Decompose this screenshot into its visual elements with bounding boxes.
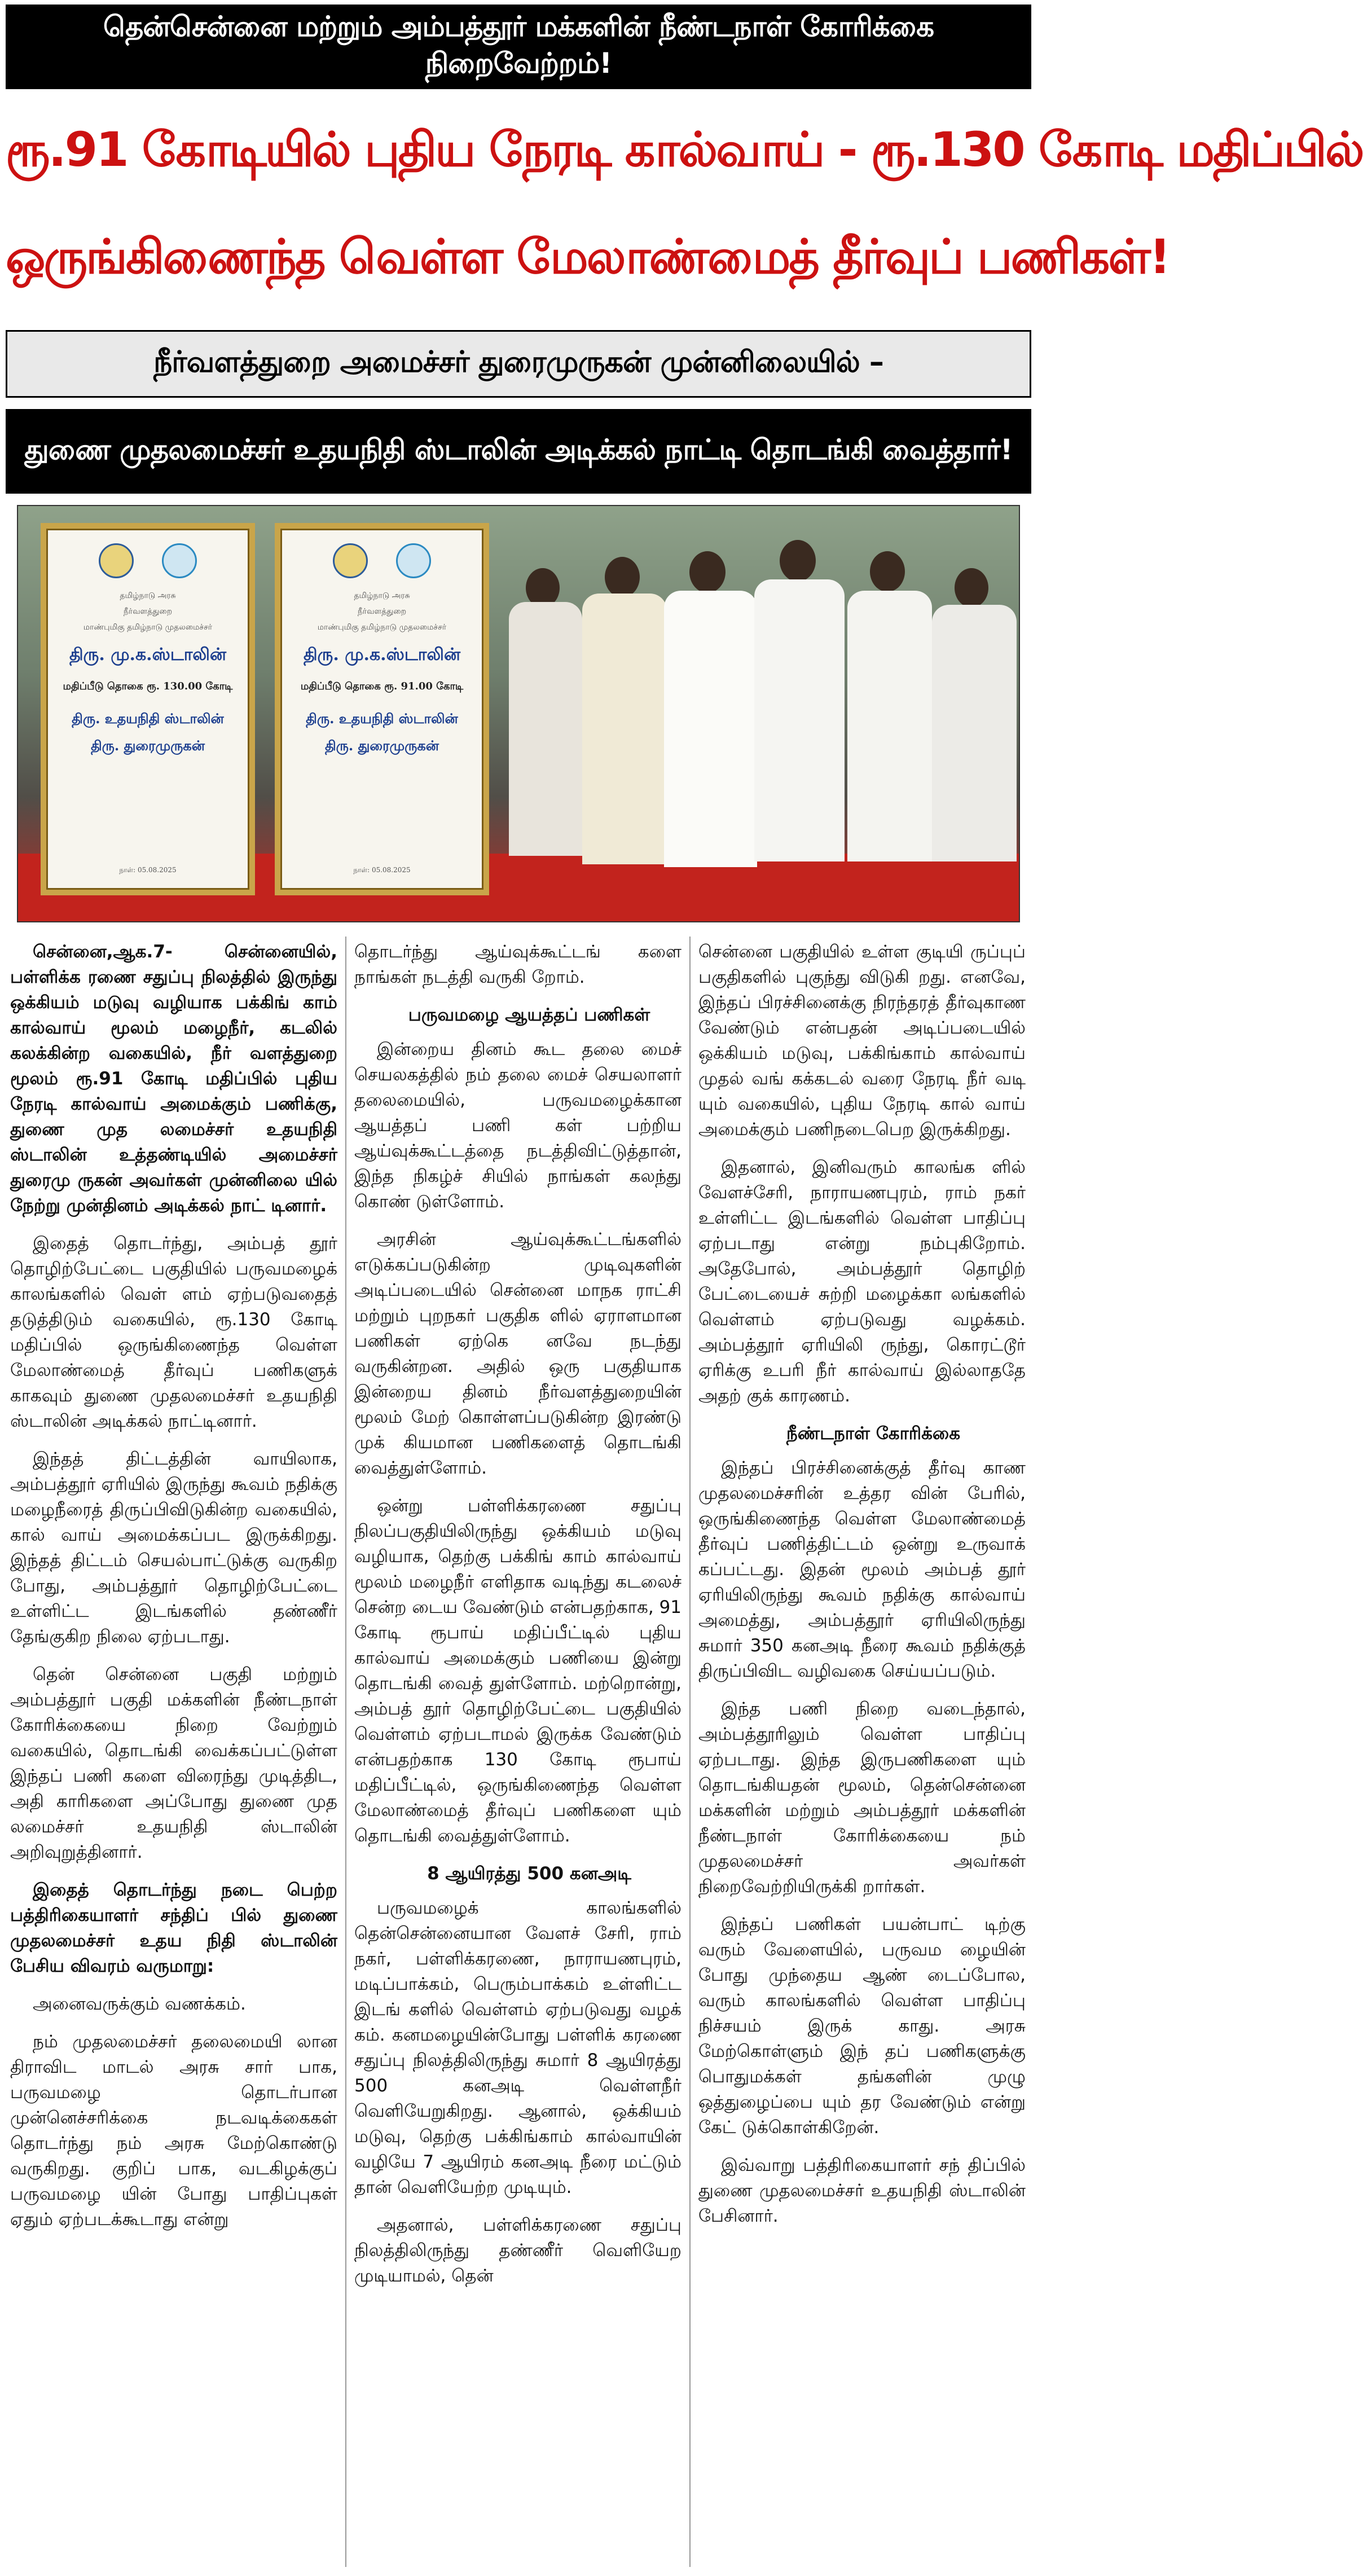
sub-banner-text: துணை முதலமைச்சர் உதயநிதி ஸ்டாலின் அடிக்கல் நாட்டி தொடங்கி வைத்தார்! — [24, 433, 1013, 466]
plaque-intro: மாண்புமிகு தமிழ்நாடு முதலமைச்சர் — [317, 623, 447, 632]
article-paragraph: சென்னை பகுதியில் உள்ள குடியி ருப்புப் பகுதிகளில் புகுந்து விடுகி றது. எனவே, இந்தப் பிரச்சினைக்கு நிரந்தரத் தீர்வுகாண வேண்டும் என்பதன் அடிப்படையில் ஒக்கியம் மடுவு, பக்கிங்காம் கால்வாய் முதல் வங் கக்கடல் வரை நேரடி நீர் வடி யும் வகையில், புதிய நேரடி கால் வாய் அமைக்கும் பணிநடைபெற இருக்கிறது. — [698, 942, 1026, 1140]
article-paragraph: நம் முதலமைச்சர் தலைமையி லான திராவிட மாடல் அரசு சார் பாக, பருவமழை தொடர்பான முன்னெச்சரிக்கை நடவடிக்கைகள் தொடர்ந்து நம் அரசு மேற்கொண்டு வருகிறது. குறிப் பாக, வடகிழக்குப் பருவமழை யின் போது பாதிப்புகள் ஏதும் ஏற்படக்கூடாது என்று — [10, 2032, 337, 2230]
article-paragraph: ஒன்று பள்ளிக்கரணை சதுப்பு நிலப்பகுதியிலிருந்து ஒக்கியம் மடுவு வழியாக, தெற்கு பக்கிங் காம் கால்வாய் மூலம் மழைநீர் எளிதாக வடிந்து கடலைச் சென்ற டைய வேண்டும் என்பதற்காக, 91 கோடி ரூபாய் மதிப்பீட்டில் புதிய கால்வாய் அமைக்கும் பணியை இன்று தொடங்கி வைத் துள்ளோம். மற்றொன்று, அம்பத் தூர் தொழிற்பேட்டை பகுதியில் வெள்ளம் ஏற்படாமல் இருக்க வேண்டும் என்பதற்காக 130 கோடி ரூபாய் மதிப்பீட்டில், ஒருங்கிணைந்த வெள்ள மேலாண்மைத் தீர்வுப் பணிகளை யும் தொடங்கி வைத்துள்ளோம். — [354, 1496, 682, 1846]
article-paragraph: இந்தப் பணிகள் பயன்பாட் டிற்கு வரும் வேளையில், பருவம ழையின் போது முந்தைய ஆண் டைப்போல, வரும் காலங்களில் வெள்ள பாதிப்பு நிச்சயம் இருக் காது. அரசு மேற்கொள்ளும் இந் தப் பணிகளுக்கு பொதுமக்கள் தங்களின் முழு ஒத்துழைப்பை யும் தர வேண்டும் என்று கேட் டுக்கொள்கிறேன். — [698, 1914, 1026, 2138]
article-subheading: நீண்டநாள் கோரிக்கை — [786, 1423, 961, 1444]
plaque-dept: நீர்வளத்துறை — [357, 607, 407, 616]
article-paragraph: தொடர்ந்து ஆய்வுக்கூட்டங் களை நாங்கள் நடத்தி வருகி றோம். — [354, 942, 682, 987]
plaque-intro: மாண்புமிகு தமிழ்நாடு முதலமைச்சர் — [83, 623, 213, 632]
plaque-name: திரு. மு.க.ஸ்டாலின் — [303, 645, 461, 665]
article-column-3 — [698, 939, 1026, 2241]
article-column-1 — [10, 939, 337, 2245]
headline-line-2: ஒருங்கிணைந்த வெள்ள மேலாண்மைத் தீர்வுப் பணிகள்! — [6, 229, 1169, 284]
event-photo — [17, 505, 1020, 922]
plaque-date: நாள்: 05.08.2025 — [119, 866, 177, 874]
column-divider — [689, 937, 691, 2567]
plaque-minister: திரு. துரைமுருகன் — [90, 737, 205, 754]
wrd-logo-icon — [396, 543, 431, 578]
top-banner — [6, 5, 1031, 89]
top-banner-text: தென்சென்னை மற்றும் அம்பத்தூர் மக்களின் நீண்டநாள் கோரிக்கை நிறைவேற்றம்! — [103, 10, 934, 80]
article-paragraph: அரசின் ஆய்வுக்கூட்டங்களில் எடுக்கப்படுகின்ற முடிவுகளின் அடிப்படையில் சென்னை மாநக ராட்சி மற்றும் புறநகர் பகுதிக ளில் ஏராளமான பணிகள் ஏற்கெ னவே நடந்து வருகின்றன. அதில் ஒரு பகுதியாக இன்றைய தினம் நீர்வளத்துறையின் மூலம் மேற் கொள்ளப்படுகின்ற இரண்டு முக் கியமான பணிகளைத் தொடங்கி வைத்துள்ளோம். — [354, 1229, 682, 1478]
wrd-logo-icon — [162, 543, 197, 578]
article-paragraph: இந்த பணி நிறை வடைந்தால், அம்பத்தூரிலும் வெள்ள பாதிப்பு ஏற்படாது. இந்த இருபணிகளை யும் தொடங்கியதன் மூலம், தென்சென்னை மக்களின் மற்றும் அம்பத்தூர் மக்களின் நீண்டநாள் கோரிக்கையை நம் முதலமைச்சர் அவர்கள் நிறைவேற்றியிருக்கி றார்கள். — [698, 1699, 1026, 1897]
column-divider — [345, 937, 346, 2567]
plaque-name: திரு. மு.க.ஸ்டாலின் — [69, 645, 227, 665]
crowd-of-people — [503, 506, 1021, 924]
plaque-minister: திரு. துரைமுருகன் — [324, 737, 439, 754]
article-paragraph: அனைவருக்கும் வணக்கம். — [33, 1994, 246, 2014]
tn-emblem-icon — [333, 543, 368, 578]
plaque-date: நாள்: 05.08.2025 — [353, 866, 411, 874]
article-subheading: பருவமழை ஆயத்தப் பணிகள் — [408, 1005, 650, 1025]
plaque-deputy: திரு. உதயநிதி ஸ்டாலின் — [72, 710, 224, 727]
article-paragraph: இதைத் தொடர்ந்து, அம்பத் தூர் தொழிற்பேட்டை பகுதியில் பருவமழைக் காலங்களில் வெள் ளம் ஏற்படுவதைத் தடுத்திடும் வகையில், ரூ.130 கோடி மதிப்பில் ஒருங்கிணைந்த வெள்ள மேலாண்மைத் தீர்வுப் பணிகளுக் காகவும் துணை முதலமைச்சர் உதயநிதி ஸ்டாலின் அடிக்கல் நாட்டினார். — [10, 1233, 337, 1431]
plaque-gov: தமிழ்நாடு அரசு — [120, 591, 176, 600]
minister-banner-text: நீர்வளத்துறை அமைச்சர் துரைமுருகன் முன்னிலையில் – — [153, 345, 883, 379]
article-paragraph: பருவமழைக் காலங்களில் தென்சென்னையான வேளச் சேரி, ராம் நகர், பள்ளிக்கரணை, நாராயணபுரம், மடிப்பாக்கம், பெரும்பாக்கம் உள்ளிட்ட இடங் களில் வெள்ளம் ஏற்படுவது வழக் கம். கனமழையின்போது பள்ளிக் கரணை சதுப்பு நிலத்திலிருந்து சுமார் 8 ஆயிரத்து 500 கனஅடி வெள்ளநீர் வெளியேறுகிறது. ஆனால், ஒக்கியம் மடுவு, தெற்கு பக்கிங்காம் கால்வாயின் வழியே 7 ஆயிரம் கனஅடி நீரை மட்டும் தான் வெளியேற்ற முடியும். — [354, 1898, 682, 2197]
article-paragraph: இந்தத் திட்டத்தின் வாயிலாக, அம்பத்தூர் ஏரியில் இருந்து கூவம் நதிக்கு மழைநீரைத் திருப்பிவிடுகின்ற வகையில், கால் வாய் அமைக்கப்பட இருக்கிறது. இந்தத் திட்டம் செயல்பாட்டுக்கு வருகிற போது, அம்பத்தூர் தொழிற்பேட்டை உள்ளிட்ட இடங்களில் தண்ணீர் தேங்குகிற நிலை ஏற்படாது. — [10, 1449, 337, 1647]
headline — [6, 96, 1363, 322]
article-paragraph: தென் சென்னை பகுதி மற்றும் அம்பத்தூர் பகுதி மக்களின் நீண்டநாள் கோரிக்கையை நிறை வேற்றும் வகையில், தொடங்கி வைக்கப்பட்டுள்ள இந்தப் பணி களை விரைந்து முடித்திட, அதி காரிகளை அப்போது துணை முத லமைச்சர் உதயநிதி ஸ்டாலின் அறிவுறுத்தினார். — [10, 1664, 337, 1862]
article-paragraph: இதைத் தொடர்ந்து நடை பெற்ற பத்திரிகையாளர் சந்திப் பில் துணை முதலமைச்சர் உதய நிதி ஸ்டாலின் பேசிய விவரம் வருமாறு: — [10, 1880, 337, 1976]
article-paragraph: அதனால், பள்ளிக்கரணை சதுப்பு நிலத்திலிருந்து தண்ணீர் வெளியேற முடியாமல், தென் — [354, 2215, 682, 2286]
plaque-gov: தமிழ்நாடு அரசு — [354, 591, 410, 600]
article-paragraph: இன்றைய தினம் கூட தலை மைச் செயலகத்தில் நம் தலை மைச் செயலாளர் தலைமையில், பருவமழைக்கான ஆயத்தப் பணி கள் பற்றிய ஆய்வுக்கூட்டத்தை நடத்திவிட்டுத்தான், இந்த நிகழ்ச் சியில் நாங்கள் கலந்து கொண் டுள்ளோம். — [354, 1039, 682, 1212]
article-paragraph: இதனால், இனிவரும் காலங்க ளில் வேளச்சேரி, நாராயணபுரம், ராம் நகர் உள்ளிட்ட இடங்களில் வெள்ள பாதிப்பு ஏற்படாது என்று நம்புகிறோம். அதேபோல், அம்பத்தூர் தொழிற் பேட்டையைச் சுற்றி மழைக்கா லங்களில் வெள்ளம் ஏற்படுவது வழக்கம். அம்பத்தூர் ஏரியிலி ருந்து, கொரட்டூர் ஏரிக்கு உபரி நீர் கால்வாய் இல்லாததே அதற் குக் காரணம். — [698, 1157, 1026, 1406]
minister-banner — [6, 330, 1031, 398]
foundation-plaque-2 — [275, 523, 489, 895]
headline-line-1: ரூ.91 கோடியில் புதிய நேரடி கால்வாய் - ரூ.130 கோடி மதிப்பில் — [6, 122, 1363, 177]
article-column-2 — [354, 939, 682, 2301]
article-paragraph: சென்னை,ஆக.7- சென்னையில், பள்ளிக்க ரணை சதுப்பு நிலத்தில் இருந்து ஒக்கியம் மடுவு வழியாக பக்கிங் காம் கால்வாய் மூலம் மழைநீர், கடலில் கலக்கின்ற வகையில், நீர் வளத்துறை மூலம் ரூ.91 கோடி மதிப்பில் புதிய நேரடி கால்வாய் அமைக்கும் பணிக்கு, துணை முத லமைச்சர் உதயநிதி ஸ்டாலின் உத்தண்டியில் அமைச்சர் துரைமு ருகன் அவர்கள் முன்னிலை யில் நேற்று முன்தினம் அடிக்கல் நாட் டினார். — [10, 942, 337, 1216]
plaque-amount: மதிப்பீடு தொகை ரூ. 130.00 கோடி — [63, 680, 233, 692]
plaque-dept: நீர்வளத்துறை — [123, 607, 173, 616]
plaque-deputy: திரு. உதயநிதி ஸ்டாலின் — [306, 710, 458, 727]
sub-banner — [6, 409, 1031, 494]
article-paragraph: இந்தப் பிரச்சினைக்குத் தீர்வு காண முதலமைச்சரின் உத்தர வின் பேரில், ஒருங்கிணைந்த வெள்ள மேலாண்மைத் தீர்வுப் பணித்திட்டம் ஒன்று உருவாக் கப்பட்டது. இதன் மூலம் அம்பத் தூர் ஏரியிலிருந்து கூவம் நதிக்கு கால்வாய் அமைத்து, அம்பத்தூர் ஏரியிலிருந்து சுமார் 350 கனஅடி நீரை கூவம் நதிக்குத் திருப்பிவிட வழிவகை செய்யப்படும். — [698, 1458, 1026, 1681]
article-paragraph: இவ்வாறு பத்திரிகையாளர் சந் திப்பில் துணை முதலமைச்சர் உதயநிதி ஸ்டாலின் பேசினார். — [698, 2155, 1026, 2226]
foundation-plaque-1 — [41, 523, 255, 895]
article-subheading: 8 ஆயிரத்து 500 கனஅடி — [427, 1863, 631, 1884]
plaque-amount: மதிப்பீடு தொகை ரூ. 91.00 கோடி — [300, 680, 464, 692]
tn-emblem-icon — [99, 543, 134, 578]
